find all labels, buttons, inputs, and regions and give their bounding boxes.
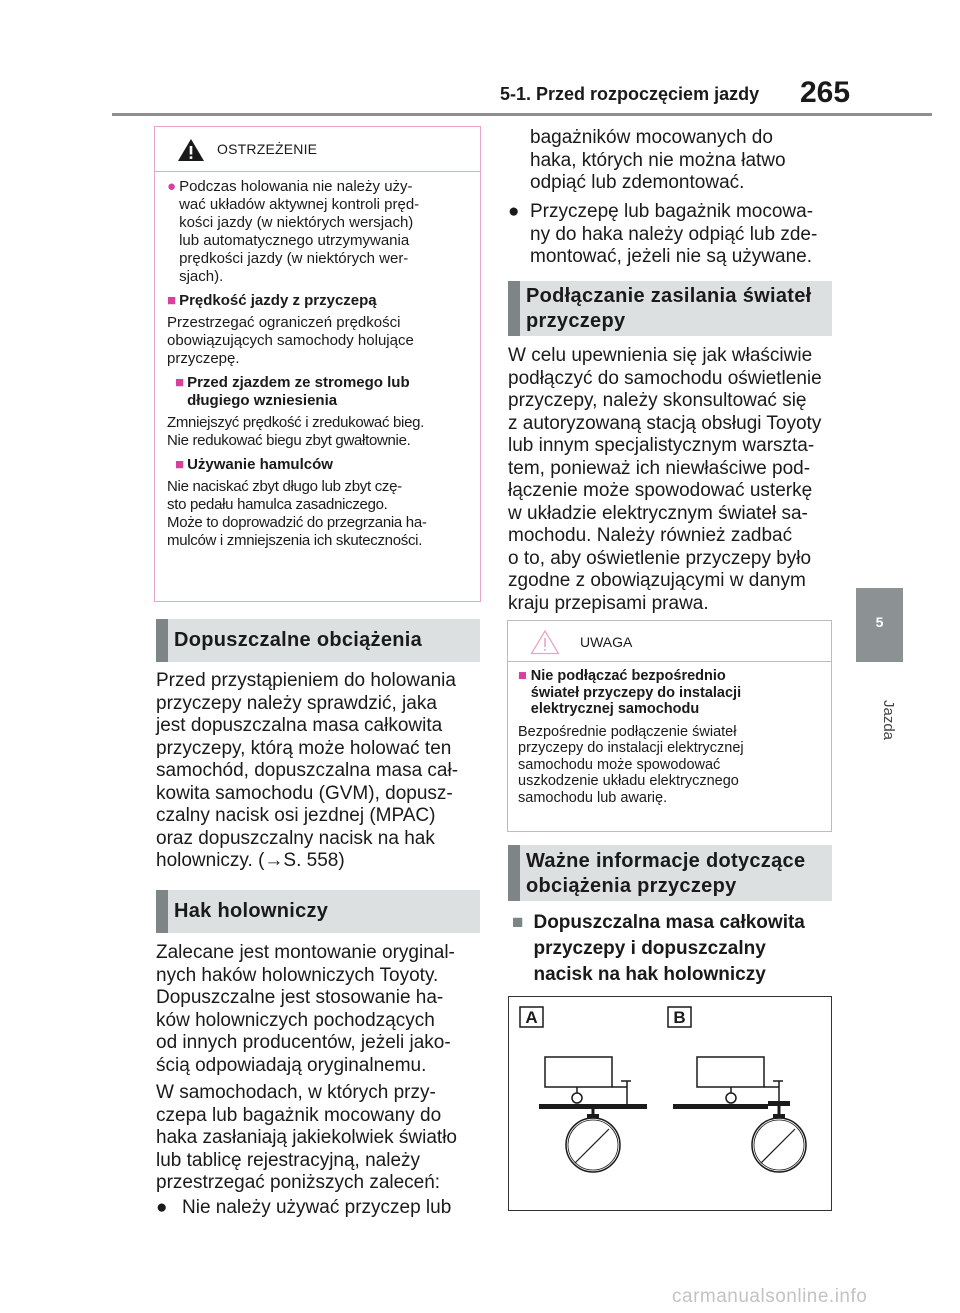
text-line: odpiąć lub zdemontować.: [530, 172, 745, 193]
text-line: obowiązujących samochody holujące: [167, 332, 414, 349]
warning-bullet: [167, 178, 468, 286]
text-line: zgodne z obowiązującymi w danym: [508, 570, 806, 591]
text-line: przyczepy i dopuszczalny: [533, 938, 766, 959]
text-line: montować, jeżeli nie są używane.: [530, 246, 812, 267]
caution-paragraph: [518, 724, 821, 807]
text-line: Bezpośrednie podłączenie świateł: [518, 723, 737, 740]
text-line: Zalecane jest montowanie oryginal-: [156, 942, 455, 963]
square-bullet-icon: ■: [175, 374, 185, 391]
text-line: W celu upewnienia się jak właściwie: [508, 345, 813, 366]
text-line: ścią odpowiadają oryginalnemu.: [156, 1054, 427, 1076]
text-line: ków holowniczych pochodzących: [156, 1009, 435, 1031]
warning-subheading: [175, 374, 468, 410]
subheading-text: Używanie hamulców: [187, 456, 333, 473]
header-rule: [112, 113, 932, 116]
text-line: Przestrzegać ograniczeń prędkości: [167, 314, 401, 331]
text-line: mochodu. Należy również zadbać: [508, 525, 793, 546]
hitch-bullet-1: [156, 1197, 486, 1220]
text-line: Dopuszczalne jest stosowanie ha-: [156, 987, 444, 1008]
warning-triangle-icon: [177, 138, 205, 162]
text-line: Przed zjazdem ze stromego lub: [187, 374, 410, 391]
text-line: przyczepy, którą może holować ten: [156, 737, 452, 759]
text-line: Dopuszczalna masa całkowita: [533, 912, 805, 933]
text-line: od innych producentów, jeżeli jako-: [156, 1032, 451, 1053]
text-line: przestrzegać poniższych zaleceń:: [156, 1172, 441, 1193]
warning-subheading: [167, 292, 468, 310]
text-line: wać układów aktywnej kontroli pręd-: [179, 196, 420, 213]
text-line: W samochodach, w których przy-: [156, 1082, 436, 1103]
caution-header: [508, 621, 831, 662]
bullet-dot-icon: ●: [156, 1197, 168, 1218]
text-line: Może to doprowadzić do przegrzania ha-: [167, 514, 427, 531]
chapter-label: Jazda: [880, 700, 897, 741]
square-bullet-icon: ■: [518, 668, 527, 684]
text-line: świateł przyczepy do instalacji: [530, 684, 742, 701]
warning-paragraph: [167, 478, 468, 550]
warning-paragraph: [167, 314, 468, 368]
scale-gauge-b-icon: [752, 1106, 806, 1172]
text-line: Nie należy używać przyczep lub: [182, 1197, 452, 1218]
bullet-dot-icon: ●: [508, 201, 520, 222]
text-line: przyczepy, należy skonsultować się: [508, 390, 807, 411]
trailer-scale-diagram: [509, 997, 833, 1212]
trailer-b-icon: [697, 1057, 783, 1103]
section-header-hitch: Hak holowniczy: [156, 890, 480, 933]
text-line: nacisk na hak holowniczy: [533, 964, 766, 985]
hitch-paragraph-2: [156, 1082, 486, 1195]
text-line: kraju przepisami prawa.: [508, 592, 709, 614]
warning-header: [155, 127, 480, 172]
page-reference-link[interactable]: holowniczy. (→S. 558): [156, 850, 345, 871]
hitch-bullet-2: [508, 201, 838, 269]
text-line: Nie podłączać bezpośrednio: [530, 668, 726, 684]
text-line: lub innym specjalistycznym warszta-: [508, 435, 815, 456]
text-line: przyczepy należy sprawdzić, jaka: [156, 692, 437, 714]
text-line: samochodu może spowodować: [518, 756, 721, 773]
warning-paragraph: [167, 414, 468, 450]
text-line: haka, których nie można łatwo: [530, 149, 786, 171]
text-line: prędkości jazdy (w niektórych wer-: [179, 250, 409, 267]
label-b: B: [673, 1008, 686, 1027]
text-line: obciążenia przyczepy: [526, 875, 737, 897]
warning-box: [154, 126, 481, 602]
square-bullet-icon: ■: [167, 292, 177, 309]
running-header: 5-1. Przed rozpoczęciem jazdy: [500, 84, 760, 104]
subheading-text: Prędkość jazdy z przyczepą: [179, 292, 377, 309]
text-line: kości jazdy (w niektórych wersjach): [179, 214, 414, 231]
text-line: czalny nacisk osi jezdnej (MPAC): [156, 805, 436, 826]
page-number: 265: [800, 76, 851, 109]
trailer-lights-paragraph: [508, 345, 838, 615]
text-line: o to, aby oświetlenie przyczepy było: [508, 547, 812, 569]
text-line: przyczepy: [526, 310, 626, 332]
text-line: przyczepy do instalacji elektrycznej: [518, 740, 744, 756]
warning-subheading: [175, 456, 468, 474]
text-line: sjach).: [179, 268, 224, 285]
label-a: A: [525, 1008, 538, 1027]
text-line: lub automatycznego utrzymywania: [179, 232, 410, 249]
text-line: Podczas holowania nie należy uży-: [179, 178, 413, 195]
text-line: tem, ponieważ ich niewłaściwe pod-: [508, 457, 811, 479]
text-line: haka zasłaniają jakiekolwiek światło: [156, 1127, 457, 1148]
text-line: Ważne informacje dotyczące: [526, 850, 806, 872]
text-line: ny do haka należy odpiąć lub zde-: [530, 223, 818, 245]
text-line: przyczepę.: [167, 350, 240, 367]
caution-triangle-icon: [530, 629, 560, 655]
text-line: łączenie może spowodować usterkę: [508, 480, 813, 501]
text-line: czepa lub bagażnik mocowany do: [156, 1104, 442, 1126]
trailer-a-icon: [545, 1057, 631, 1104]
text-line: długiego wzniesienia: [187, 392, 338, 409]
chapter-tab: 5: [856, 588, 903, 662]
text-line: Przed przystąpieniem do holowania: [156, 670, 456, 691]
text-line: kowita samochodu (GVM), dopusz-: [156, 782, 453, 804]
text-line: uszkodzenie układu elektrycznego: [518, 773, 739, 789]
warning-title: OSTRZEŻENIE: [217, 141, 318, 157]
text-line: Nie redukować biegu zbyt gwałtownie.: [167, 432, 411, 449]
caution-box: [507, 620, 832, 832]
watermark: carmanualsonline.info: [672, 1286, 868, 1307]
gross-weight-subheading: [512, 910, 805, 988]
text-line: samochodu lub awarię.: [518, 789, 668, 806]
loads-paragraph: [156, 670, 486, 873]
caution-title: UWAGA: [580, 634, 633, 650]
scale-platform-b: [673, 1104, 768, 1109]
scale-platform-a: [539, 1104, 647, 1109]
text-line: elektrycznej samochodu: [530, 701, 700, 717]
scale-gauge-a-icon: [566, 1109, 620, 1172]
text-line: lub tablicę rejestracyjną, należy: [156, 1149, 421, 1171]
square-bullet-icon: ■: [175, 456, 185, 473]
text-line: oraz dopuszczalny nacisk na hak: [156, 827, 435, 849]
hitch-paragraph-1: [156, 942, 486, 1077]
text-line: Podłączanie zasilania świateł: [526, 285, 812, 307]
text-line: bagażników mocowanych do: [530, 127, 773, 148]
text-line: Nie naciskać zbyt długo lub zbyt czę-: [167, 478, 402, 495]
section-header-trailer-lights: [508, 281, 832, 336]
bullet-dot-icon: ●: [167, 178, 177, 195]
scale-platform-b-hitch: [768, 1101, 790, 1106]
section-header-trailer-load-info: [508, 845, 832, 901]
text-line: samochód, dopuszczalna masa cał-: [156, 760, 459, 781]
text-line: z autoryzowaną stacją obsługi Toyoty: [508, 412, 822, 434]
hitch-bullet-1-continued: [530, 127, 835, 195]
text-line: sto pedału hamulca zasadniczego.: [167, 496, 388, 513]
text-line: mulców i zmniejszenia ich skuteczności.: [167, 532, 423, 549]
section-header-loads: Dopuszczalne obciążenia: [156, 619, 480, 662]
text-line: Przyczepę lub bagażnik mocowa-: [530, 201, 814, 222]
square-bullet-icon: ■: [512, 912, 524, 933]
text-line: jest dopuszczalna masa całkowita: [156, 715, 443, 736]
text-line: w układzie elektrycznym świateł sa-: [508, 502, 808, 524]
text-line: podłączyć do samochodu oświetlenie: [508, 367, 822, 389]
text-line: nych haków holowniczych Toyoty.: [156, 964, 439, 986]
text-line: Zmniejszyć prędkość i zredukować bieg.: [167, 414, 425, 431]
caution-subheading: [518, 668, 821, 718]
trailer-weight-illustration: [508, 996, 832, 1211]
